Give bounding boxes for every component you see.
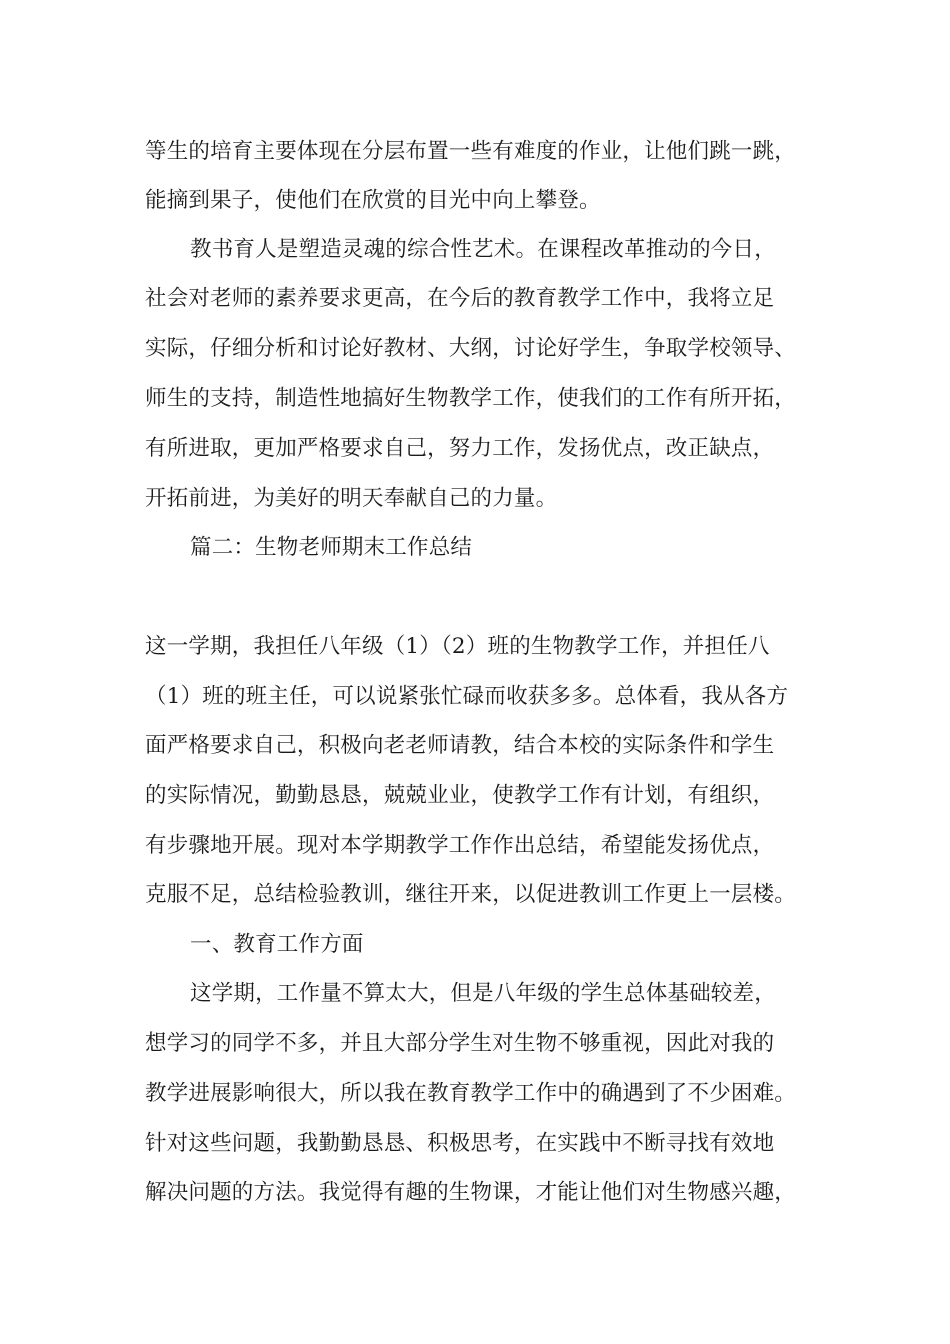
text-line: 教学进展影响很大，所以我在教育教学工作中的确遇到了不少困难。 [145, 1081, 797, 1106]
text-line: （1）班的班主任，可以说紧张忙碌而收获多多。总体看，我从各方 [145, 684, 789, 709]
text-line: 的实际情况，勤勤恳恳，兢兢业业，使教学工作有计划，有组织， [145, 783, 775, 808]
text-line: 有步骤地开展。现对本学期教学工作作出总结，希望能发扬优点， [145, 833, 775, 858]
text-line: 针对这些问题，我勤勤恳恳、积极思考，在实践中不断寻找有效地 [145, 1131, 775, 1156]
text-line: 实际，仔细分析和讨论好教材、大纲，讨论好学生，争取学校领导、 [145, 336, 797, 361]
text-line: 等生的培育主要体现在分层布置一些有难度的作业，让他们跳一跳， [145, 139, 797, 164]
text-line: 面严格要求自己，积极向老老师请教，结合本校的实际条件和学生 [145, 733, 775, 758]
section-heading: 篇二：生物老师期末工作总结 [190, 535, 473, 560]
subsection-heading: 一、教育工作方面 [190, 932, 364, 957]
text-line: 这一学期，我担任八年级（1）（2）班的生物教学工作，并担任八 [145, 634, 770, 659]
text-line: 想学习的同学不多，并且大部分学生对生物不够重视，因此对我的 [145, 1031, 775, 1056]
text-line: 师生的支持，制造性地搞好生物教学工作，使我们的工作有所开拓， [145, 386, 797, 411]
text-line: 解决问题的方法。我觉得有趣的生物课，才能让他们对生物感兴趣， [145, 1180, 797, 1205]
paragraph-start-line: 这学期，工作量不算太大，但是八年级的学生总体基础较差， [190, 981, 776, 1006]
text-line: 有所进取，更加严格要求自己，努力工作，发扬优点，改正缺点， [145, 436, 775, 461]
text-line: 开拓前进，为美好的明天奉献自己的力量。 [145, 486, 558, 511]
text-line: 社会对老师的素养要求更高，在今后的教育教学工作中，我将立足 [145, 286, 775, 311]
paragraph-start-line: 教书育人是塑造灵魂的综合性艺术。在课程改革推动的今日， [190, 237, 776, 262]
text-line: 能摘到果子，使他们在欣赏的目光中向上攀登。 [145, 188, 601, 213]
text-line: 克服不足，总结检验教训，继往开来，以促进教训工作更上一层楼。 [145, 882, 797, 907]
